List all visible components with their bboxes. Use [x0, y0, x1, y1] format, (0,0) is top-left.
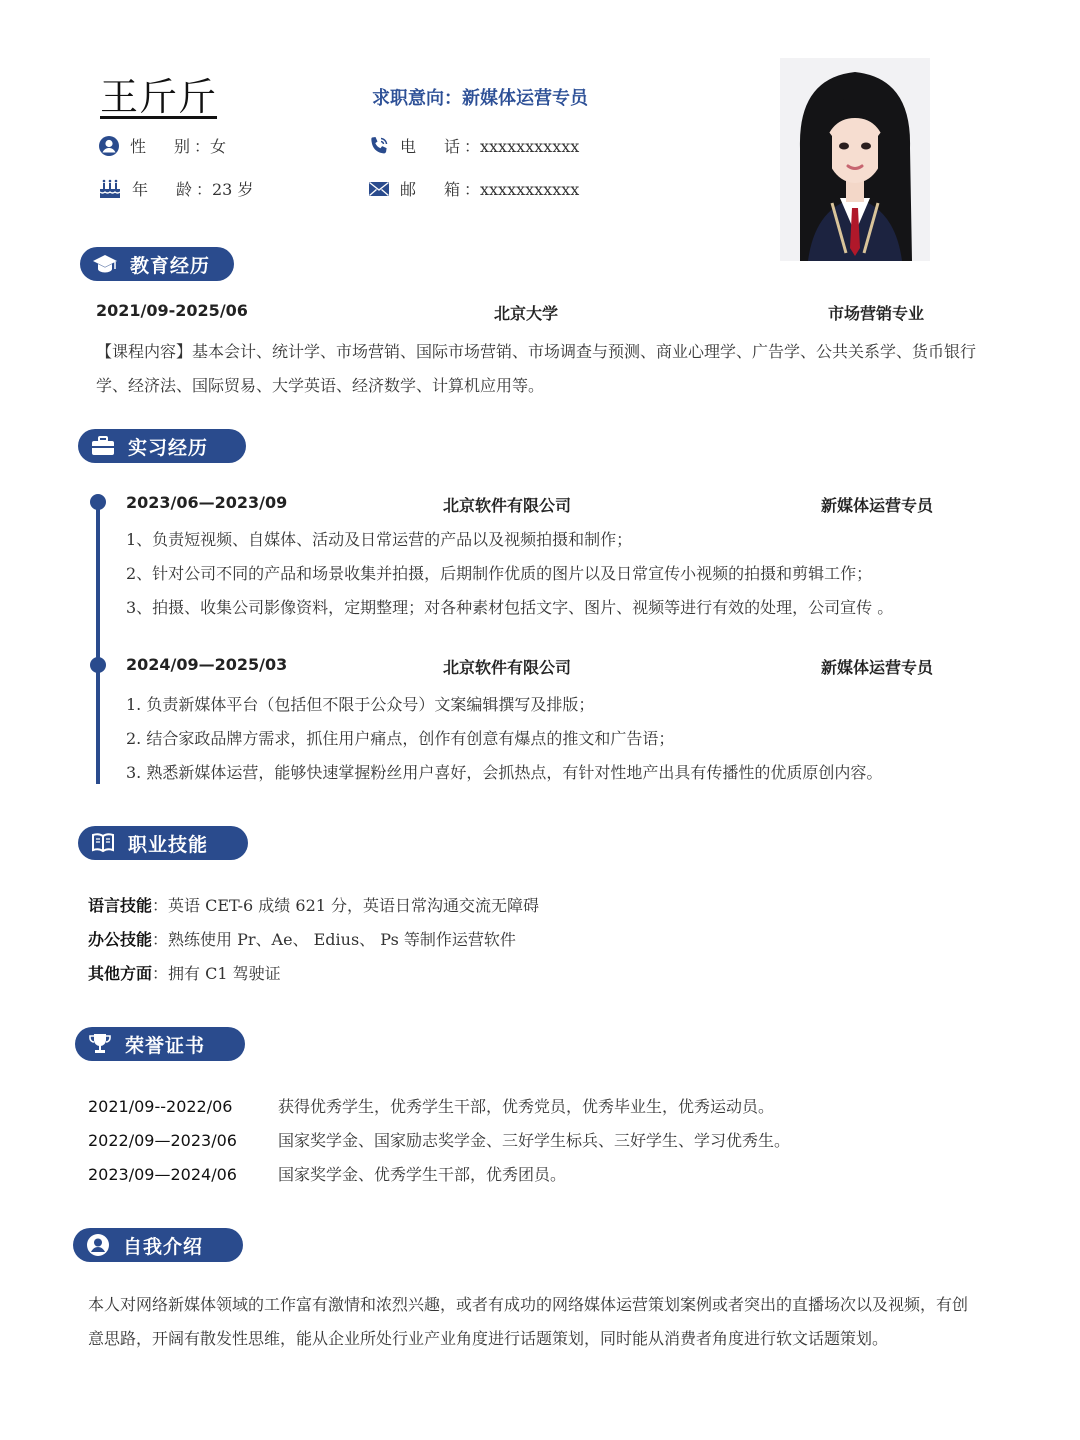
job-date: 2023/06—2023/09 — [126, 493, 288, 512]
job-company: 北京软件有限公司 — [443, 658, 572, 677]
section-title: 教育经历 — [130, 254, 211, 277]
section-title: 荣誉证书 — [125, 1034, 206, 1057]
skill-value: ：英语 CET-6 成绩 621 分，英语日常沟通交流无障碍 — [152, 896, 540, 915]
phone-value: ：xxxxxxxxxxx — [464, 137, 580, 156]
honor-row — [88, 1094, 774, 1117]
section-honors — [75, 1027, 245, 1061]
honor-row — [88, 1128, 790, 1151]
section-education — [80, 247, 234, 281]
skill-label: 办公技能 — [88, 930, 153, 949]
job-date: 2024/09—2025/03 — [126, 655, 288, 674]
cake-icon — [98, 178, 122, 200]
timeline-line — [96, 500, 100, 784]
skill-value: ：拥有 C1 驾驶证 — [152, 964, 281, 983]
profile-photo — [780, 58, 930, 261]
email-value: ：xxxxxxxxxxx — [464, 180, 580, 199]
briefcase-icon — [90, 433, 116, 459]
job-item: 3、拍摄、收集公司影像资料，定期整理；对各种素材包括文字、图片、视频等进行有效的处理，公司宣传 。 — [126, 598, 894, 617]
job-item: 1. 负责新媒体平台（包括但不限于公众号）文案编辑撰写及排版； — [126, 695, 595, 714]
honor-date: 2023/09—2024/06 — [88, 1165, 237, 1184]
job-item: 2. 结合家政品牌方需求，抓住用户痛点，创作有创意有爆点的推文和广告语； — [126, 729, 675, 748]
education-school: 北京大学 — [494, 304, 559, 323]
graduation-cap-icon — [92, 251, 118, 277]
education-major: 市场营销专业 — [828, 304, 925, 323]
age-row — [98, 177, 253, 200]
section-title: 实习经历 — [128, 436, 209, 459]
book-icon — [90, 830, 116, 856]
job-item: 1、负责短视频、自媒体、活动及日常运营的产品以及视频拍摄和制作； — [126, 530, 633, 549]
gender-row — [98, 134, 226, 157]
person-icon — [85, 1232, 111, 1258]
honor-date: 2022/09—2023/06 — [88, 1131, 237, 1150]
job-role: 新媒体运营专员 — [821, 658, 934, 677]
person-icon — [98, 135, 120, 157]
about-text: 本人对网络新媒体领域的工作富有激情和浓烈兴趣，或者有成功的网络媒体运营策划案例或者突出的直播场次以及视频，有创意思路，开阔有散发性思维，能从企业所处行业产业角度进行话题策划，同时能从消费者角度进行软文话题策划。 — [88, 1295, 969, 1348]
timeline-dot — [90, 494, 106, 510]
age-label: 年龄 — [132, 180, 192, 199]
skill-row — [88, 961, 281, 984]
honor-text: 获得优秀学生，优秀学生干部，优秀党员，优秀毕业生，优秀运动员。 — [278, 1097, 775, 1116]
job-item: 3. 熟悉新媒体运营，能够快速掌握粉丝用户喜好，会抓热点，有针对性地产出具有传播性的优质原创内容。 — [126, 763, 883, 782]
honor-text: 国家奖学金、国家励志奖学金、三好学生标兵、三好学生、学习优秀生。 — [278, 1131, 791, 1150]
honor-text: 国家奖学金、优秀学生干部，优秀团员。 — [278, 1165, 567, 1184]
job-item: 2、针对公司不同的产品和场景收集并拍摄，后期制作优质的图片以及日常宣传小视频的拍摄和剪辑工作； — [126, 564, 873, 583]
section-title: 职业技能 — [128, 833, 209, 856]
job-company: 北京软件有限公司 — [443, 496, 572, 515]
section-internship — [78, 429, 246, 463]
age-value: ：23 岁 — [196, 180, 254, 199]
email-row — [368, 177, 579, 200]
education-courses: 【课程内容】基本会计、统计学、市场营销、国际市场营销、市场调查与预测、商业心理学、广告学、公共关系学、货币银行学、经济法、国际贸易、大学英语、经济数学、计算机应用等。 — [96, 342, 977, 395]
timeline-dot — [90, 657, 106, 673]
honor-row — [88, 1162, 566, 1185]
candidate-name: 王斤斤 — [100, 75, 218, 119]
gender-label: 性别 — [130, 137, 190, 156]
mail-icon — [368, 180, 390, 198]
job-intent: 求职意向：新媒体运营专员 — [372, 88, 588, 109]
email-label: 邮箱 — [400, 180, 460, 199]
gender-value: ：女 — [194, 137, 227, 156]
skill-label: 语言技能 — [88, 896, 153, 915]
section-skills — [78, 826, 248, 860]
honor-date: 2021/09--2022/06 — [88, 1097, 233, 1116]
phone-icon — [368, 135, 390, 157]
job-role: 新媒体运营专员 — [821, 496, 934, 515]
skill-row — [88, 927, 516, 950]
skill-value: ：熟练使用 Pr、Ae、 Edius、 Ps 等制作运营软件 — [152, 930, 516, 949]
skill-row — [88, 893, 539, 916]
phone-label: 电话 — [400, 137, 460, 156]
phone-row — [368, 134, 579, 157]
education-date: 2021/09-2025/06 — [96, 301, 248, 320]
trophy-icon — [87, 1031, 113, 1057]
skill-label: 其他方面 — [88, 964, 153, 983]
section-about — [73, 1228, 243, 1262]
section-title: 自我介绍 — [123, 1235, 204, 1258]
